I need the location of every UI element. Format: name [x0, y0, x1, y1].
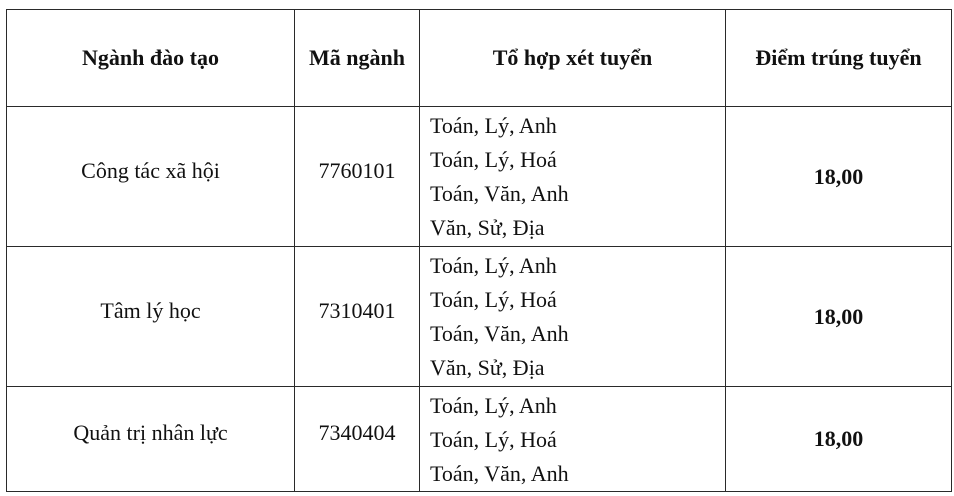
- combination-item: Toán, Lý, Anh: [430, 113, 557, 138]
- header-combinations: Tổ hợp xét tuyển: [420, 10, 726, 107]
- major-cell: [7, 387, 295, 492]
- header-major: Ngành đào tạo: [7, 10, 295, 107]
- combination-item: Toán, Lý, Hoá: [430, 147, 557, 172]
- combination-item: Toán, Văn, Anh: [430, 321, 569, 346]
- combination-item: Toán, Lý, Hoá: [430, 287, 557, 312]
- major-code: 7310401: [318, 297, 396, 323]
- combination-item: Văn, Sử, Địa: [430, 355, 545, 380]
- combination-item: Văn, Sử, Địa: [430, 215, 545, 240]
- combinations-cell: [420, 387, 726, 492]
- code-cell: [295, 107, 420, 247]
- combination-item: Toán, Lý, Anh: [430, 393, 557, 418]
- score-cell: 18,00: [726, 387, 952, 492]
- combination-item: Toán, Lý, Anh: [430, 253, 557, 278]
- combination-item: Toán, Văn, Anh: [430, 461, 569, 486]
- table-row: [7, 107, 952, 247]
- score-cell: 18,00: [726, 107, 952, 247]
- score-cell: 18,00: [726, 247, 952, 387]
- header-score: Điểm trúng tuyển: [726, 10, 952, 107]
- major-name: Công tác xã hội: [81, 157, 220, 183]
- table-row: [7, 387, 952, 492]
- code-cell: [295, 387, 420, 492]
- table-header-row: [7, 10, 952, 107]
- combinations-cell: [420, 107, 726, 247]
- code-cell: [295, 247, 420, 387]
- combination-item: Toán, Văn, Anh: [430, 181, 569, 206]
- major-cell: [7, 247, 295, 387]
- table-row: [7, 247, 952, 387]
- combinations-cell: [420, 247, 726, 387]
- header-code: Mã ngành: [295, 10, 420, 107]
- combination-item: Toán, Lý, Hoá: [430, 427, 557, 452]
- major-cell: [7, 107, 295, 247]
- major-name: Quản trị nhân lực: [73, 420, 228, 445]
- major-name: Tâm lý học: [100, 297, 201, 323]
- major-code: 7340404: [318, 420, 396, 445]
- major-code: 7760101: [318, 157, 396, 183]
- admission-scores-table: [6, 9, 952, 492]
